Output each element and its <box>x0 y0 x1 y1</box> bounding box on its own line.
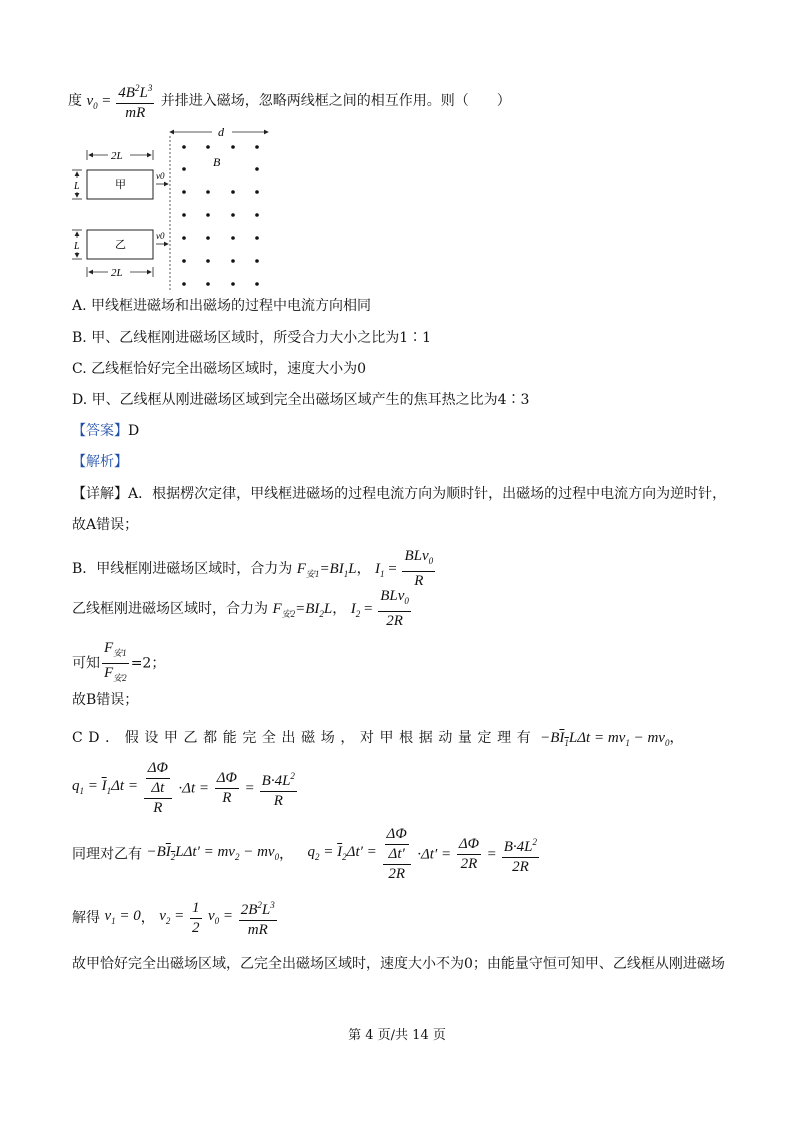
formula-f1: $F_{安1}=BI_1L$ <box>296 561 357 579</box>
option-a: A. 甲线框进磁场和出磁场的过程中电流方向相同 <box>72 298 372 314</box>
answer-tag: 【答案】 <box>72 423 128 439</box>
detail-b-line1: B．甲线框刚进磁场区域时，合力为 $F_{安1}=BI_1L$， $I_1$ = $\frac{BLv_0}{R}$ <box>72 548 434 589</box>
page-footer: 第 4 页/共 14 页 <box>348 1028 446 1043</box>
label-d: d <box>218 125 224 139</box>
label-L-top: L <box>74 181 80 192</box>
formula-i2: $\frac{BLv_0}{2R}$ <box>380 588 409 629</box>
analysis-tag-line <box>72 452 128 472</box>
detail-tag: 【详解】 <box>72 486 128 502</box>
intro-suffix: 并排进入磁场，忽略两线框之间的相互作用。则（ ） <box>160 93 511 109</box>
analysis-tag: 【解析】 <box>72 454 128 470</box>
force-ratio: $\frac{F_{安1}}{F_{安2}}$ <box>104 640 127 683</box>
momentum-eq-yi: $-BI_2L\Delta t' = mv_2 - mv_0$ <box>146 844 280 862</box>
label-B: B <box>213 155 221 169</box>
momentum-eq-jia: $-BI_1L\Delta t = mv_1 - mv_0$ <box>536 730 670 748</box>
label-v0-top: v0 <box>156 171 165 181</box>
detail-cd-line1: CD．假设甲乙都能完全出磁场，对甲根据动量定理有 $-BI_1L\Delta t = mv_1 - mv_0$， <box>72 730 684 748</box>
frame-yi-label: 乙 <box>115 239 126 251</box>
detail-solve-line: 解得 $v_1 = 0$， $v_2$ = $\frac{1}{2}$ $v_0$ = $\frac{2B^2L^3}{mR}$ <box>72 897 279 939</box>
answer-value: D <box>128 423 140 439</box>
charge-fraction-2: $\frac{\frac{\Delta\Phi}{\Delta t'}}{2R}$ <box>383 826 411 883</box>
detail-last-line: 故甲恰好完全出磁场区域，乙完全出磁场区域时，速度大小不为0；由能量守恒可知甲、乙线框从刚进磁场 <box>72 956 725 972</box>
label-2L-top: 2L <box>111 150 123 162</box>
option-b: B. 甲、乙线框刚进磁场区域时，所受合力大小之比为1∶1 <box>72 330 432 346</box>
v2-fraction: $\frac{2B^2L^3}{mR}$ <box>239 897 277 939</box>
v0-fraction: $\frac{4B^2L^3}{mR}$ <box>116 80 154 122</box>
field-dots <box>182 145 259 286</box>
label-v0-bottom: v0 <box>156 231 165 241</box>
detail-yi-line: 同理对乙有 $-BI_2L\Delta t' = mv_2 - mv_0$， $q_2 = \overline{I}_2\Delta t'$ = $\frac{\frac{\Delta\Phi}{\Delta t'}}{2R}$ ·Δt′ = $\frac{\Delta\Phi}{2R}$ = $\frac{B\cdot 4L^2}{2R}$ <box>72 826 538 882</box>
formula-f2: $F_{安2}=BI_2L$ <box>272 601 333 619</box>
equals-sign: = <box>102 93 115 109</box>
magnetic-field-diagram <box>60 122 290 294</box>
intro-line <box>68 80 511 122</box>
answer-line <box>72 421 139 441</box>
detail-b-line4: 故B错误； <box>72 692 139 708</box>
label-L-bottom: L <box>74 241 80 252</box>
charge-fraction-1: $\frac{\frac{\Delta\Phi}{\Delta t}}{R}$ <box>144 760 172 817</box>
formula-i1: $\frac{BLv_0}{R}$ <box>404 548 434 589</box>
detail-cd-line2: $q_1 = \overline{I}_1\Delta t$ = $\frac{\frac{\Delta\Phi}{\Delta t}}{R}$ ·Δt = $\frac{\Delta\Phi}{R}$ = $\frac{B\cdot 4L^2}{R}$ <box>72 760 295 816</box>
label-2L-bottom: 2L <box>111 267 123 279</box>
v0-symbol: $v_0$ <box>86 93 98 111</box>
option-d: D. 甲、乙线框从刚进磁场区域到完全出磁场区域产生的焦耳热之比为4∶3 <box>72 392 530 408</box>
detail-b-line3: 可知 $\frac{F_{安1}}{F_{安2}}$ =2； <box>72 640 165 687</box>
option-c: C. 乙线框恰好完全出磁场区域时，速度大小为0 <box>72 361 367 377</box>
intro-prefix: 度 <box>68 93 82 109</box>
detail-b-line2: 乙线框刚进磁场区域时，合力为 $F_{安2}=BI_2L$， $I_2$ = $\frac{BLv_0}{2R}$ <box>72 588 409 629</box>
detail-a-line2: 故A错误； <box>72 517 139 533</box>
detail-a-line1: 【详解】A．根据楞次定律，甲线框进磁场的过程电流方向为顺时针，出磁场的过程中电流方向为逆时针， <box>72 486 727 502</box>
frame-jia-label: 甲 <box>115 179 126 191</box>
